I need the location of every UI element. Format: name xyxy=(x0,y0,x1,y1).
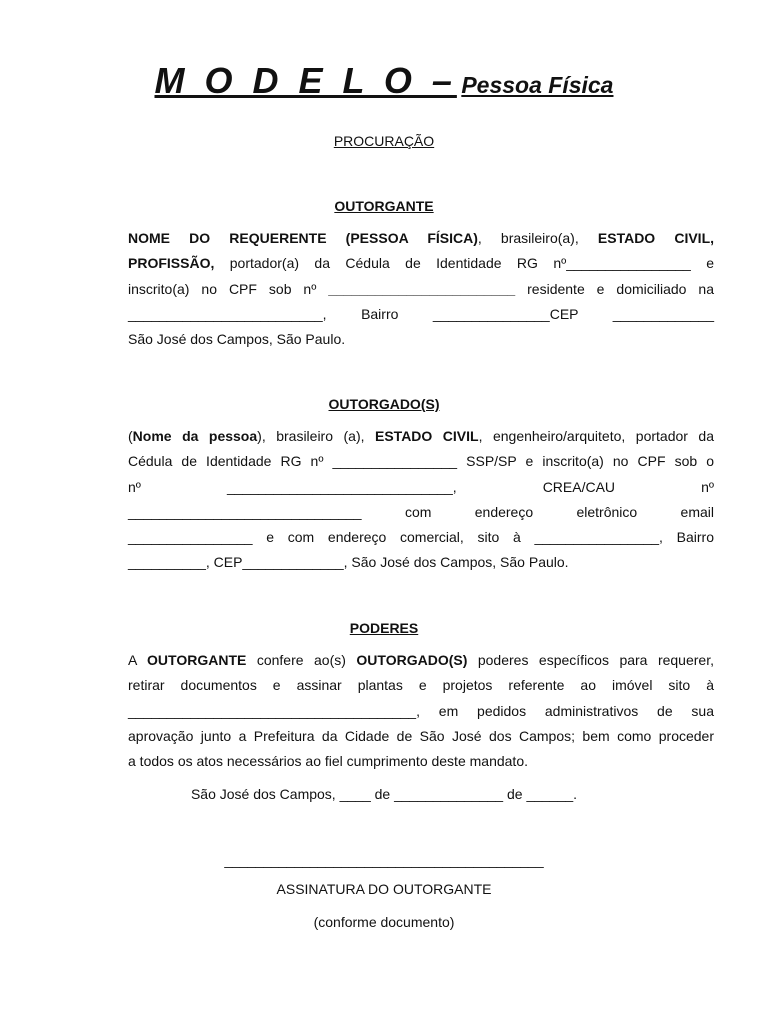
rg-text: portador(a) da Cédula de Identidade RG nº________________ e xyxy=(214,255,714,272)
estado-civil: ESTADO CIVIL xyxy=(375,428,479,444)
doc-type: PROCURAÇÃO xyxy=(333,133,435,149)
outorgante-line-4: _________________________, Bairro _______________CEP _____________ xyxy=(128,305,714,322)
requerente-name: NOME DO REQUERENTE (PESSOA FÍSICA) xyxy=(128,230,478,246)
outorgante-heading: OUTORGANTE xyxy=(334,198,434,214)
poderes-heading: PODERES xyxy=(349,620,419,636)
paren-open: ( xyxy=(128,428,133,444)
date-line: São José dos Campos, ____ de ______________ de ______. xyxy=(190,786,578,802)
article: A xyxy=(128,652,148,668)
nome-pessoa: Nome da pessoa xyxy=(132,428,258,444)
poderes-line-4: aprovação junto a Prefeitura da Cidade de São José dos Campos; bem como proceder xyxy=(128,727,714,744)
confere-text: confere ao(s) xyxy=(246,652,357,668)
document-title xyxy=(0,60,768,102)
outorgado-line-4: ______________________________ com endereço eletrônico email xyxy=(128,503,714,520)
poderes-line-5: a todos os atos necessários ao fiel cumprimento deste mandato. xyxy=(128,753,528,770)
cpf-text: inscrito(a) no CPF sob nº xyxy=(128,280,329,297)
outorgado-line-3: nº _____________________________, CREA/CAU nº xyxy=(128,478,714,495)
outorgante-line-5: São José dos Campos, São Paulo. xyxy=(128,331,346,348)
poderes-line-2: retirar documentos e assinar plantas e projetos referente ao imóvel sito à xyxy=(128,677,714,694)
outorgado-line-1 xyxy=(128,424,714,449)
outorgante-line-1 xyxy=(128,226,714,251)
signature-note: (conforme documento) xyxy=(313,914,455,930)
outorgado-paragraph xyxy=(128,424,714,576)
outorgado-line-5: ________________ e com endereço comercial, sito à ________________, Bairro xyxy=(128,529,714,546)
poderes-line-1 xyxy=(128,648,714,673)
outorgado-line-6: __________, CEP_____________, São José dos Campos, São Paulo. xyxy=(128,554,569,571)
outorgante-ref: OUTORGANTE xyxy=(147,652,247,668)
outorgado-line-2: Cédula de Identidade RG nº ________________ SSP/SP e inscrito(a) no CPF sob o xyxy=(128,453,714,470)
outorgado-heading: OUTORGADO(S) xyxy=(328,396,440,412)
nationality-text: ), brasileiro (a), xyxy=(257,428,375,444)
outorgante-line-2 xyxy=(128,251,714,276)
nationality-text: , brasileiro(a), xyxy=(477,230,598,246)
outorgante-line-3 xyxy=(128,277,714,302)
title-main: M O D E L O – xyxy=(154,60,457,101)
residence-text: residente e domiciliado na xyxy=(515,280,714,297)
outorgante-paragraph xyxy=(128,226,714,352)
poderes-line-3: _____________________________________, em pedidos administrativos de sua xyxy=(128,702,714,719)
profissao: PROFISSÃO, xyxy=(128,255,215,272)
title-sub: Pessoa Física xyxy=(461,72,614,98)
estado-civil: ESTADO CIVIL, xyxy=(597,230,715,246)
profession-text: , engenheiro/arquiteto, portador da xyxy=(478,428,714,444)
signature-line: _________________________________________ xyxy=(224,852,544,868)
cpf-blank: ________________________ xyxy=(328,280,516,297)
poderes-paragraph xyxy=(128,648,714,774)
outorgado-ref: OUTORGADO(S) xyxy=(356,652,468,668)
signature-label: ASSINATURA DO OUTORGANTE xyxy=(276,881,492,897)
poderes-text: poderes específicos para requerer, xyxy=(467,652,714,668)
